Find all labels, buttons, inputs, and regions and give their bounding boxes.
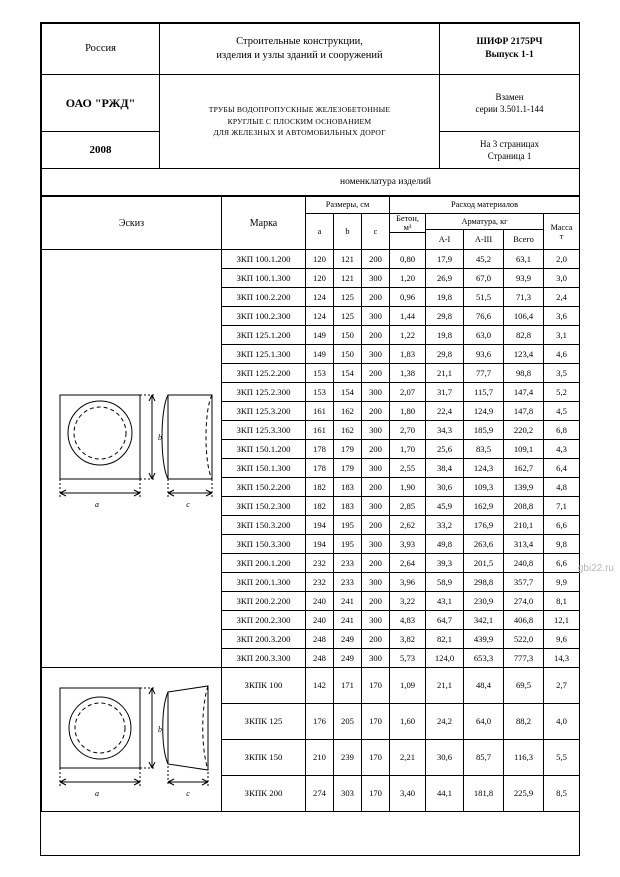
vzamen-line1: Взамен — [495, 91, 524, 102]
cell-a3: 263,6 — [464, 535, 504, 554]
cell-a3: 45,2 — [464, 250, 504, 269]
cell-total: 313,4 — [504, 535, 544, 554]
cell-a: 248 — [306, 649, 334, 668]
cell-b: 125 — [334, 288, 362, 307]
cell-concrete: 5,73 — [390, 649, 426, 668]
cell-mark: ЗКПК 200 — [222, 776, 306, 812]
products-table — [41, 196, 580, 812]
cell-mass: 3,6 — [544, 307, 580, 326]
cell-mass: 5,2 — [544, 383, 580, 402]
cell-mark: ЗКП 200.2.200 — [222, 592, 306, 611]
cell-concrete: 1,20 — [390, 269, 426, 288]
cell-total: 139,9 — [504, 478, 544, 497]
cell-c: 300 — [362, 649, 390, 668]
cell-total: 210,1 — [504, 516, 544, 535]
column-header-total: Всего — [504, 230, 544, 250]
cell-a: 178 — [306, 440, 334, 459]
cell-total: 88,2 — [504, 704, 544, 740]
header-product-title — [160, 75, 440, 169]
cell-b: 125 — [334, 307, 362, 326]
sketch-label-b: b — [158, 433, 162, 443]
cell-a1: 17,9 — [426, 250, 464, 269]
column-header-concrete-spacer — [390, 233, 426, 250]
nomenclature-title-row — [42, 169, 580, 196]
sketch-cone-pipe-drawing — [42, 668, 220, 808]
cell-a1: 43,1 — [426, 592, 464, 611]
document-header — [41, 23, 580, 196]
header-org: ОАО "РЖД" — [42, 75, 160, 132]
cell-b: 195 — [334, 516, 362, 535]
column-header-sketch: Эскиз — [42, 197, 222, 250]
cell-b: 183 — [334, 478, 362, 497]
sketch-round-pipe — [42, 250, 222, 668]
cell-total: 225,9 — [504, 776, 544, 812]
cell-concrete: 1,70 — [390, 440, 426, 459]
cell-concrete: 0,96 — [390, 288, 426, 307]
cell-c: 170 — [362, 740, 390, 776]
cell-b: 150 — [334, 326, 362, 345]
cell-total: 147,8 — [504, 402, 544, 421]
cell-concrete: 3,93 — [390, 535, 426, 554]
cell-a3: 67,0 — [464, 269, 504, 288]
cell-a3: 201,5 — [464, 554, 504, 573]
cell-c: 300 — [362, 535, 390, 554]
cell-a3: 77,7 — [464, 364, 504, 383]
cell-b: 162 — [334, 421, 362, 440]
cell-b: 303 — [334, 776, 362, 812]
cell-a3: 51,5 — [464, 288, 504, 307]
cell-total: 69,5 — [504, 668, 544, 704]
cell-mass: 3,1 — [544, 326, 580, 345]
cell-a3: 64,0 — [464, 704, 504, 740]
cell-total: 162,7 — [504, 459, 544, 478]
cell-a3: 124,3 — [464, 459, 504, 478]
cell-c: 300 — [362, 383, 390, 402]
cell-mark: ЗКП 150.2.200 — [222, 478, 306, 497]
cell-total: 123,4 — [504, 345, 544, 364]
cell-total: 71,3 — [504, 288, 544, 307]
cell-b: 121 — [334, 269, 362, 288]
cell-mass: 4,5 — [544, 402, 580, 421]
cell-total: 147,4 — [504, 383, 544, 402]
cell-a3: 109,3 — [464, 478, 504, 497]
cell-mark: ЗКП 100.1.200 — [222, 250, 306, 269]
cell-a: 120 — [306, 250, 334, 269]
sketch2-label-c: c — [186, 789, 190, 799]
cell-a1: 29,8 — [426, 307, 464, 326]
cell-mark: ЗКП 125.3.200 — [222, 402, 306, 421]
cell-mass: 9,8 — [544, 535, 580, 554]
cell-total: 82,8 — [504, 326, 544, 345]
cell-mass: 8,1 — [544, 592, 580, 611]
cell-c: 200 — [362, 630, 390, 649]
cell-b: 162 — [334, 402, 362, 421]
cell-concrete: 0,80 — [390, 250, 426, 269]
cell-concrete: 1,44 — [390, 307, 426, 326]
cell-mass: 4,8 — [544, 478, 580, 497]
cell-a: 232 — [306, 573, 334, 592]
cell-c: 300 — [362, 611, 390, 630]
cell-mass: 7,1 — [544, 497, 580, 516]
cell-a: 232 — [306, 554, 334, 573]
cell-concrete: 2,64 — [390, 554, 426, 573]
cell-b: 154 — [334, 383, 362, 402]
cell-concrete: 3,22 — [390, 592, 426, 611]
sketch-label-a: a — [95, 500, 99, 510]
cell-a: 161 — [306, 402, 334, 421]
cell-mark: ЗКП 100.2.200 — [222, 288, 306, 307]
cell-a: 149 — [306, 326, 334, 345]
cell-a3: 176,9 — [464, 516, 504, 535]
sketch-label-c: c — [186, 500, 190, 510]
cell-concrete: 2,85 — [390, 497, 426, 516]
cell-mass: 3,0 — [544, 269, 580, 288]
cell-a1: 21,1 — [426, 668, 464, 704]
cell-mark: ЗКПК 125 — [222, 704, 306, 740]
cell-concrete: 4,83 — [390, 611, 426, 630]
column-header-a: a — [306, 214, 334, 250]
cell-mark: ЗКП 200.3.300 — [222, 649, 306, 668]
cell-b: 239 — [334, 740, 362, 776]
cell-concrete: 1,80 — [390, 402, 426, 421]
cell-mark: ЗКПК 100 — [222, 668, 306, 704]
cell-mark: ЗКП 125.1.300 — [222, 345, 306, 364]
cell-total: 240,8 — [504, 554, 544, 573]
cell-a: 240 — [306, 611, 334, 630]
cell-concrete: 3,40 — [390, 776, 426, 812]
cell-concrete: 1,09 — [390, 668, 426, 704]
cell-a1: 31,7 — [426, 383, 464, 402]
cell-mark: ЗКП 100.1.300 — [222, 269, 306, 288]
header-year: 2008 — [42, 132, 160, 169]
vzamen-line2: серии 3.501.1-144 — [475, 104, 544, 114]
cell-a: 248 — [306, 630, 334, 649]
cell-c: 300 — [362, 345, 390, 364]
header-pages — [440, 132, 580, 169]
cell-c: 170 — [362, 668, 390, 704]
column-header-mark: Марка — [222, 197, 306, 250]
cell-a3: 115,7 — [464, 383, 504, 402]
cell-a3: 124,9 — [464, 402, 504, 421]
cell-c: 300 — [362, 269, 390, 288]
cell-mark: ЗКП 100.2.300 — [222, 307, 306, 326]
cell-mark: ЗКП 125.2.200 — [222, 364, 306, 383]
cell-mass: 12,1 — [544, 611, 580, 630]
cell-a3: 48,4 — [464, 668, 504, 704]
sketch-cone-pipe — [42, 668, 222, 812]
cell-a1: 39,3 — [426, 554, 464, 573]
cell-b: 233 — [334, 573, 362, 592]
cell-a1: 25,6 — [426, 440, 464, 459]
cell-mark: ЗКП 200.3.200 — [222, 630, 306, 649]
cell-mass: 4,6 — [544, 345, 580, 364]
cell-a1: 34,3 — [426, 421, 464, 440]
cell-a3: 298,8 — [464, 573, 504, 592]
cell-mass: 4,3 — [544, 440, 580, 459]
cell-concrete: 1,38 — [390, 364, 426, 383]
cell-total: 522,0 — [504, 630, 544, 649]
column-header-b: b — [334, 214, 362, 250]
cell-a1: 44,1 — [426, 776, 464, 812]
cell-c: 200 — [362, 250, 390, 269]
header-country: Россия — [42, 24, 160, 75]
cell-c: 300 — [362, 307, 390, 326]
cell-mass: 5,5 — [544, 740, 580, 776]
product-line3: ДЛЯ ЖЕЛЕЗНЫХ И АВТОМОБИЛЬНЫХ ДОРОГ — [213, 128, 386, 138]
cell-b: 195 — [334, 535, 362, 554]
cell-mass: 6,8 — [544, 421, 580, 440]
cell-b: 249 — [334, 630, 362, 649]
cell-concrete: 2,21 — [390, 740, 426, 776]
cell-a3: 653,3 — [464, 649, 504, 668]
cell-concrete: 3,82 — [390, 630, 426, 649]
cell-mark: ЗКП 150.1.300 — [222, 459, 306, 478]
cell-b: 205 — [334, 704, 362, 740]
cell-a: 149 — [306, 345, 334, 364]
cell-a: 274 — [306, 776, 334, 812]
sketch-round-pipe-drawing — [42, 250, 220, 644]
cell-c: 170 — [362, 776, 390, 812]
column-header-sizes: Размеры, см — [306, 197, 390, 214]
cell-concrete: 1,60 — [390, 704, 426, 740]
cell-b: 241 — [334, 611, 362, 630]
column-header-a3: А-III — [464, 230, 504, 250]
cell-mark: ЗКП 150.3.300 — [222, 535, 306, 554]
product-line1: ТРУБЫ ВОДОПРОПУСКНЫЕ ЖЕЛЕЗОБЕТОННЫЕ — [208, 105, 391, 115]
cell-a: 210 — [306, 740, 334, 776]
header-title-line2: изделия и узлы зданий и сооружений — [216, 50, 383, 61]
cell-a1: 30,6 — [426, 478, 464, 497]
nomenclature-title: номенклатура изделий — [339, 176, 432, 187]
cell-a: 240 — [306, 592, 334, 611]
cell-c: 200 — [362, 440, 390, 459]
cell-total: 98,8 — [504, 364, 544, 383]
sketch2-label-a: a — [95, 789, 99, 799]
cell-concrete: 1,83 — [390, 345, 426, 364]
cell-a1: 124,0 — [426, 649, 464, 668]
header-vzamen — [440, 75, 580, 132]
cell-mark: ЗКП 150.2.300 — [222, 497, 306, 516]
cell-concrete: 2,55 — [390, 459, 426, 478]
cell-a: 124 — [306, 307, 334, 326]
cell-b: 154 — [334, 364, 362, 383]
cell-a3: 162,9 — [464, 497, 504, 516]
cell-a1: 38,4 — [426, 459, 464, 478]
cell-a1: 49,8 — [426, 535, 464, 554]
product-line2: КРУГЛЫЕ С ПЛОСКИМ ОСНОВАНИЕМ — [227, 116, 372, 126]
cell-a3: 181,8 — [464, 776, 504, 812]
column-header-concrete — [390, 214, 426, 233]
cell-total: 406,8 — [504, 611, 544, 630]
cell-mass: 6,4 — [544, 459, 580, 478]
column-header-materials: Расход материалов — [390, 197, 580, 214]
cell-concrete: 1,22 — [390, 326, 426, 345]
header-cipher — [440, 24, 580, 75]
cell-mark: ЗКП 150.1.200 — [222, 440, 306, 459]
cell-c: 200 — [362, 364, 390, 383]
cell-a3: 93,6 — [464, 345, 504, 364]
cell-a: 182 — [306, 497, 334, 516]
cell-a: 120 — [306, 269, 334, 288]
cell-concrete: 2,62 — [390, 516, 426, 535]
cell-a: 124 — [306, 288, 334, 307]
cell-mark: ЗКП 150.3.200 — [222, 516, 306, 535]
cell-c: 200 — [362, 554, 390, 573]
cell-total: 106,4 — [504, 307, 544, 326]
cell-concrete: 1,90 — [390, 478, 426, 497]
column-header-rebar: Арматура, кг — [426, 214, 544, 230]
cell-a3: 342,1 — [464, 611, 504, 630]
cell-a: 161 — [306, 421, 334, 440]
cell-a3: 439,9 — [464, 630, 504, 649]
cell-b: 121 — [334, 250, 362, 269]
mass-line2: т — [559, 231, 564, 241]
cell-a1: 21,1 — [426, 364, 464, 383]
table-row — [42, 668, 580, 704]
cell-a1: 26,9 — [426, 269, 464, 288]
cell-total: 208,8 — [504, 497, 544, 516]
cell-mark: ЗКП 200.1.300 — [222, 573, 306, 592]
column-header-mass — [544, 214, 580, 250]
cell-c: 200 — [362, 592, 390, 611]
cell-c: 300 — [362, 573, 390, 592]
cell-a3: 76,6 — [464, 307, 504, 326]
cell-concrete: 2,70 — [390, 421, 426, 440]
cell-b: 241 — [334, 592, 362, 611]
cell-a: 153 — [306, 383, 334, 402]
cell-mass: 4,0 — [544, 704, 580, 740]
column-header-c: c — [362, 214, 390, 250]
pages-line2: Страница 1 — [487, 151, 532, 161]
cell-total: 274,0 — [504, 592, 544, 611]
cell-mark: ЗКП 125.2.300 — [222, 383, 306, 402]
cell-mark: ЗКП 200.1.200 — [222, 554, 306, 573]
cell-c: 300 — [362, 459, 390, 478]
cell-a1: 45,9 — [426, 497, 464, 516]
cell-a: 153 — [306, 364, 334, 383]
cell-mass: 14,3 — [544, 649, 580, 668]
cell-a3: 185,9 — [464, 421, 504, 440]
cell-a: 194 — [306, 516, 334, 535]
watermark: gbi22.ru — [577, 563, 614, 574]
cell-mark: ЗКП 125.1.200 — [222, 326, 306, 345]
cell-a: 142 — [306, 668, 334, 704]
cell-mass: 9,9 — [544, 573, 580, 592]
cell-a1: 82,1 — [426, 630, 464, 649]
cell-mass: 2,4 — [544, 288, 580, 307]
cell-mark: ЗКП 125.3.300 — [222, 421, 306, 440]
cell-b: 249 — [334, 649, 362, 668]
cell-a3: 85,7 — [464, 740, 504, 776]
cell-mass: 6,6 — [544, 516, 580, 535]
cell-total: 777,3 — [504, 649, 544, 668]
concrete-line1: Бетон, — [396, 214, 419, 223]
cell-a: 194 — [306, 535, 334, 554]
cell-a1: 58,9 — [426, 573, 464, 592]
cell-a1: 30,6 — [426, 740, 464, 776]
cell-concrete: 3,96 — [390, 573, 426, 592]
cell-a1: 24,2 — [426, 704, 464, 740]
cell-b: 179 — [334, 459, 362, 478]
header-title-line1: Строительные конструкции, — [236, 35, 363, 47]
cell-total: 116,3 — [504, 740, 544, 776]
pages-line1: На 3 страницах — [480, 138, 539, 149]
cell-a3: 63,0 — [464, 326, 504, 345]
cell-a: 182 — [306, 478, 334, 497]
cell-a1: 33,2 — [426, 516, 464, 535]
cell-a1: 19,8 — [426, 288, 464, 307]
table-row — [42, 250, 580, 269]
cell-b: 150 — [334, 345, 362, 364]
cell-b: 179 — [334, 440, 362, 459]
header-title-main — [160, 24, 440, 75]
cell-mass: 8,5 — [544, 776, 580, 812]
cell-b: 171 — [334, 668, 362, 704]
cell-mark: ЗКПК 150 — [222, 740, 306, 776]
cell-total: 63,1 — [504, 250, 544, 269]
mass-line1: Масса — [550, 222, 573, 232]
cell-c: 200 — [362, 402, 390, 421]
cell-c: 170 — [362, 704, 390, 740]
cell-a1: 29,8 — [426, 345, 464, 364]
header-cipher-line2: Выпуск 1-1 — [485, 50, 534, 60]
cell-a3: 83,5 — [464, 440, 504, 459]
cell-a: 176 — [306, 704, 334, 740]
cell-b: 183 — [334, 497, 362, 516]
cell-mass: 6,6 — [544, 554, 580, 573]
sketch2-label-b: b — [158, 725, 162, 735]
cell-a: 178 — [306, 459, 334, 478]
cell-total: 93,9 — [504, 269, 544, 288]
cell-a3: 230,9 — [464, 592, 504, 611]
cell-concrete: 2,07 — [390, 383, 426, 402]
cell-a1: 22,4 — [426, 402, 464, 421]
cell-total: 220,2 — [504, 421, 544, 440]
concrete-line2: м³ — [403, 223, 412, 233]
cell-mark: ЗКП 200.2.300 — [222, 611, 306, 630]
cell-total: 109,1 — [504, 440, 544, 459]
cell-c: 200 — [362, 326, 390, 345]
cell-mass: 2,7 — [544, 668, 580, 704]
cell-a1: 64,7 — [426, 611, 464, 630]
cell-mass: 9,6 — [544, 630, 580, 649]
column-header-a1: А-I — [426, 230, 464, 250]
cell-c: 300 — [362, 497, 390, 516]
document-page — [40, 22, 580, 856]
cell-mass: 2,0 — [544, 250, 580, 269]
cell-c: 200 — [362, 288, 390, 307]
cell-b: 233 — [334, 554, 362, 573]
header-cipher-line1: ШИФР 2175РЧ — [476, 37, 543, 48]
cell-c: 300 — [362, 421, 390, 440]
cell-a1: 19,8 — [426, 326, 464, 345]
cell-mass: 3,5 — [544, 364, 580, 383]
cell-total: 357,7 — [504, 573, 544, 592]
cell-c: 200 — [362, 516, 390, 535]
cell-c: 200 — [362, 478, 390, 497]
